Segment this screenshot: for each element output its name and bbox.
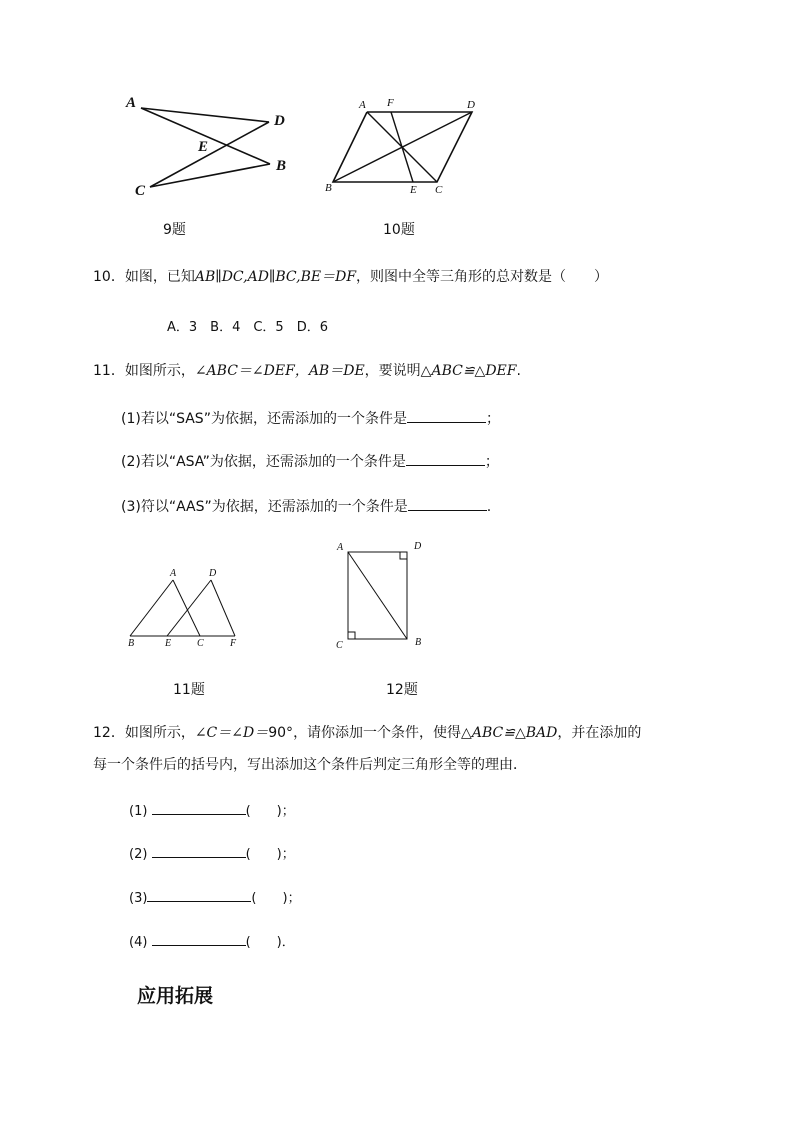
q12-prefix: 12．如图所示， xyxy=(93,725,195,741)
fig9-label-e: E xyxy=(198,139,209,155)
fig12-label-c: C xyxy=(336,640,343,651)
q12-item-3-end: ； xyxy=(287,891,301,906)
q11-part-2-text: (2)若以“ASA”为依据，还需添加的一个条件是 xyxy=(121,454,406,470)
q12-item-1-paren[interactable]: ( ) xyxy=(245,804,282,819)
fig11-caption: 11题 xyxy=(173,682,205,698)
fig9-label-b: B xyxy=(276,158,287,174)
figure-10 xyxy=(325,100,485,195)
q12-item-4-blank[interactable] xyxy=(152,931,246,946)
q10-math: AB∥DC,AD∥BC,BE＝DF xyxy=(194,269,357,285)
q12-item-1-end: ； xyxy=(281,804,295,819)
fig10-label-b: B xyxy=(325,182,332,194)
fig12-label-a: A xyxy=(337,542,344,553)
fig11-label-a: A xyxy=(170,568,177,579)
figure-9 xyxy=(120,90,310,205)
q12-suffix: ，并在添加的 xyxy=(557,725,642,741)
q12-item-3-num: (3) xyxy=(129,891,148,906)
q11-part-2-end: ； xyxy=(484,454,499,470)
q11-part-3-end: . xyxy=(486,499,492,515)
q11-suffix: ，要说明△ xyxy=(364,363,432,379)
fig11-label-c: C xyxy=(197,638,204,649)
fig9-label-a: A xyxy=(126,95,137,111)
q10-prefix: 10．如图，已知 xyxy=(93,269,195,285)
q11-math: ∠ABC＝∠DEF，AB＝DE xyxy=(194,363,365,379)
fig9-label-d: D xyxy=(274,113,285,129)
question-10 xyxy=(93,267,608,287)
q12-mid: ，请你添加一个条件，使得△ xyxy=(293,725,472,741)
q11-part-1-blank[interactable] xyxy=(407,408,486,423)
figure-11 xyxy=(125,570,245,645)
q11-part-3 xyxy=(121,496,491,517)
question-12 xyxy=(93,723,641,743)
q11-part-1-end: ； xyxy=(485,411,500,427)
fig12-caption: 12题 xyxy=(386,682,418,698)
fig10-label-c: C xyxy=(435,184,443,196)
fig10-label-f: F xyxy=(387,97,394,109)
q12-item-4-num: (4) xyxy=(129,935,148,950)
q11-part-2 xyxy=(121,451,499,472)
section-heading: 应用拓展 xyxy=(137,985,214,1007)
figure-12 xyxy=(340,545,420,645)
q12-math2: ABC≌△BAD xyxy=(471,725,558,741)
fig11-label-f: F xyxy=(230,638,237,649)
q11-part-3-blank[interactable] xyxy=(408,496,487,511)
q12-item-1 xyxy=(129,800,295,822)
q12-item-4-paren[interactable]: ( ) xyxy=(245,935,282,950)
q12-item-2-paren[interactable]: ( ) xyxy=(245,847,282,862)
q12-item-4-end: ． xyxy=(281,935,295,950)
figure-11-drawing xyxy=(125,570,245,645)
q12-item-1-blank[interactable] xyxy=(152,800,246,815)
fig9-label-c: C xyxy=(135,183,146,199)
q12-item-2-end: ； xyxy=(281,847,295,862)
q11-math2: ABC≌△DEF xyxy=(431,363,517,379)
fig11-label-b: B xyxy=(128,638,135,649)
q11-part-1 xyxy=(121,408,500,429)
q11-part-1-text: (1)若以“SAS”为依据，还需添加的一个条件是 xyxy=(121,411,407,427)
q12-line-2: 每一个条件后的括号内，写出添加这个条件后判定三角形全等的理由． xyxy=(93,757,527,773)
q12-item-3-blank[interactable] xyxy=(147,887,251,902)
q12-deg: 90° xyxy=(268,725,294,741)
q11-part-3-text: (3)符以“AAS”为依据，还需添加的一个条件是 xyxy=(121,499,408,515)
q11-end: . xyxy=(516,363,521,379)
q10-suffix: ，则图中全等三角形的总对数是（ ） xyxy=(356,269,609,285)
figure-10-drawing xyxy=(325,100,485,195)
fig12-label-b: B xyxy=(415,637,422,648)
q12-item-3 xyxy=(129,887,301,909)
fig11-label-d: D xyxy=(209,568,217,579)
q12-item-2-num: (2) xyxy=(129,847,148,862)
question-11 xyxy=(93,361,521,381)
q12-item-2 xyxy=(129,843,295,865)
fig10-caption: 10题 xyxy=(383,222,415,238)
fig10-label-d: D xyxy=(467,99,475,111)
fig10-label-a: A xyxy=(359,99,366,111)
q10-options: A．3 B．4 C．5 D．6 xyxy=(167,320,328,335)
q12-math: ∠C＝∠D＝ xyxy=(194,725,269,741)
q12-item-1-num: (1) xyxy=(129,804,148,819)
fig10-label-e: E xyxy=(410,184,417,196)
fig9-caption: 9题 xyxy=(163,222,186,238)
q12-item-4 xyxy=(129,931,295,953)
fig12-label-d: D xyxy=(414,541,422,552)
fig11-label-e: E xyxy=(165,638,172,649)
q12-item-3-paren[interactable]: ( ) xyxy=(251,891,288,906)
figure-9-drawing xyxy=(120,90,310,205)
q12-item-2-blank[interactable] xyxy=(152,843,246,858)
q11-part-2-blank[interactable] xyxy=(406,451,485,466)
figure-12-drawing xyxy=(340,545,420,645)
q11-prefix: 11．如图所示， xyxy=(93,363,195,379)
